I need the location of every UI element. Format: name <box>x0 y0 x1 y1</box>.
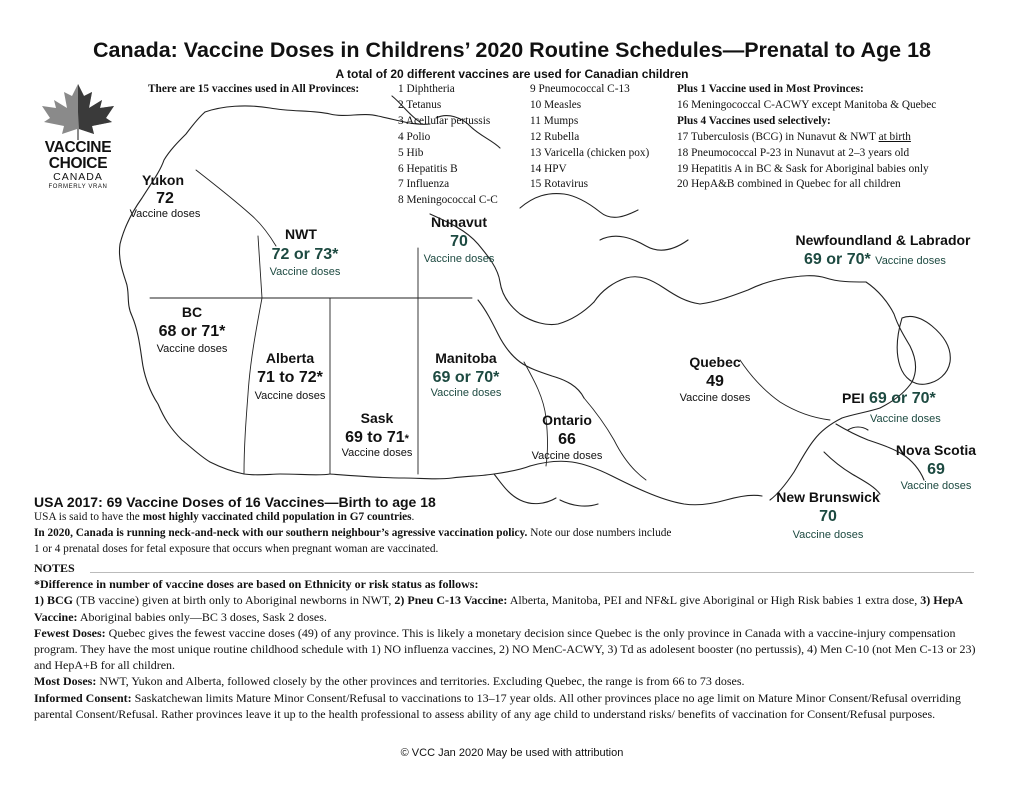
logo-line-vaccine: VACCINE <box>44 139 112 156</box>
province-dose: 72 <box>156 190 174 207</box>
province-name: Quebec <box>689 354 741 370</box>
vaccine-item: 9 Pneumococcal C-13 <box>530 83 630 95</box>
notes-diff-heading: *Difference in number of vaccine doses are based on Ethnicity or risk status as follows: <box>34 577 479 592</box>
province-name: Yukon <box>142 172 185 188</box>
province-nwt <box>255 226 355 278</box>
province-dose-label: Vaccine doses <box>129 208 201 220</box>
province-manitoba <box>420 350 512 399</box>
province-dose-label: Vaccine doses <box>870 413 941 425</box>
vaccine-item: 13 Varicella (chicken pox) <box>530 146 650 159</box>
usa-line-1: USA is said to have the most highly vaccinated child population in G7 countries. <box>34 511 415 523</box>
vaccines-column-1 <box>398 82 498 209</box>
province-name: Alberta <box>265 350 315 366</box>
province-name: BC <box>181 304 203 320</box>
province-quebec <box>670 354 760 404</box>
vaccine-item: 8 Meningococcal C-C <box>398 194 498 207</box>
notes-fewest: Fewest Doses: Quebec gives the fewest vaccine doses (49) of any province. This is likely a monetary decision since Quebec is the only province in Canada with a vaccine-injury compensation program. They have the most unique routine childhood schedule with 1) NO influenza vaccines, 2) NO MenC-ACWY, 3) Td as adolesent booster (no pertussis), 4) Men C-10 (not Men C-13 or 23) and HepA+B for all children. <box>34 625 976 673</box>
province-sask <box>332 410 422 459</box>
province-ontario <box>522 412 612 462</box>
vaccine-item: 1 Diphtheria <box>398 83 455 95</box>
province-dose: 72 or 73* <box>271 246 339 263</box>
province-dose: 69 <box>927 461 945 478</box>
province-name: Nunavut <box>431 214 487 230</box>
province-dose-label: Vaccine doses <box>875 255 946 267</box>
province-newfoundland-labrador <box>778 232 988 269</box>
province-dose: 69 or 70* <box>869 390 936 407</box>
vaccines-column-2 <box>530 82 649 193</box>
notes-consent: Informed Consent: Saskatchewan limits Mature Minor Consent/Refusal to vaccinations to 13–17 year olds. All other provinces place no age limit on Mature Minor Consent/Refusal overriding parental Consent/Refusal. Rather provinces leave it up to the health professional to assess ability of any age child to understand risks/ benefits of vaccination for Consent/Refusal purposes. <box>34 690 961 721</box>
province-name: NWT <box>285 226 317 242</box>
province-dose: 70 <box>819 508 837 525</box>
usa-line-2: In 2020, Canada is running neck-and-neck with our southern neighbour’s agressive vaccination policy. Note our dose numbers include 1 or 4 prenatal doses for fetal exposure that occurs when pregnant woman are vaccinated. <box>34 526 672 555</box>
vaccine-item: 16 Meningococcal C-ACWY except Manitoba & Quebec <box>677 98 937 111</box>
province-dose-label: Vaccine doses <box>254 390 326 402</box>
notes-section <box>34 560 992 722</box>
vaccine-item: 3 Acellular pertussis <box>398 114 491 127</box>
notes-diff-body: 1) BCG (TB vaccine) given at birth only to Aboriginal newborns in NWT, 2) Pneu C-13 Vaccine: Alberta, Manitoba, PEI and NF&L give Aboriginal or High Risk babies 1 extra dose, 3) HepA Vaccine: Aboriginal babies only—BC 3 doses, Sask 2 doses. <box>34 593 963 624</box>
province-name: Sask <box>360 410 394 426</box>
vaccine-item: 4 Polio <box>398 130 431 143</box>
maple-leaf-icon <box>36 82 120 140</box>
province-name: Newfoundland & Labrador <box>795 232 971 248</box>
province-name: PEI <box>842 390 865 406</box>
vaccine-item: 2 Tetanus <box>398 98 442 111</box>
vaccine-choice-logo <box>36 82 120 191</box>
province-dose-star: * <box>404 433 409 445</box>
province-dose: 66 <box>558 431 576 448</box>
notes-heading: NOTES <box>34 561 75 575</box>
vaccine-item: 10 Measles <box>530 98 582 111</box>
vaccine-item: 5 Hib <box>398 146 424 159</box>
province-yukon <box>120 172 210 220</box>
province-bc <box>146 304 238 355</box>
province-nunavut <box>414 214 504 265</box>
province-dose: 69 or 70* <box>432 369 500 386</box>
most-provinces-header: Plus 1 Vaccine used in Most Provinces: <box>677 83 864 95</box>
footer-credit: © VCC Jan 2020 May be used with attribution <box>400 747 624 759</box>
vaccine-item: 20 HepA&B combined in Quebec for all children <box>677 178 901 191</box>
province-dose: 69 or 70* <box>804 251 871 268</box>
province-dose: 68 or 71* <box>158 323 226 340</box>
notes-most: Most Doses: NWT, Yukon and Alberta, followed closely by the other provinces and territories. Excluding Quebec, the range is from 66 to 73 doses. <box>34 674 745 689</box>
logo-line-choice: CHOICE <box>48 155 108 172</box>
selective-header: Plus 4 Vaccines used selectively: <box>677 114 831 127</box>
usa-heading: USA 2017: 69 Vaccine Doses of 16 Vaccines—Birth to age 18 <box>34 494 436 510</box>
vaccine-item: 18 Pneumococcal P-23 in Nunavut at 2–3 years old <box>677 146 910 159</box>
at-birth-underlined: at birth <box>878 130 911 143</box>
province-new-brunswick <box>768 489 888 541</box>
province-name: Ontario <box>542 412 592 428</box>
province-dose-label: Vaccine doses <box>341 447 413 459</box>
logo-line-canada: CANADA <box>53 171 103 183</box>
province-dose: 71 to 72* <box>257 369 323 386</box>
province-name: Nova Scotia <box>895 442 977 458</box>
page-title: Canada: Vaccine Doses in Childrens’ 2020 Routine Schedules—Prenatal to Age 18 <box>93 38 931 62</box>
province-name: New Brunswick <box>776 489 880 505</box>
province-dose-label: Vaccine doses <box>531 450 603 462</box>
vaccine-item: 12 Rubella <box>530 130 580 143</box>
vaccine-item: 11 Mumps <box>530 114 579 127</box>
vaccine-item: 7 Influenza <box>398 178 450 191</box>
usa-comparison <box>34 494 674 557</box>
province-alberta <box>244 350 336 402</box>
province-dose-label: Vaccine doses <box>430 387 502 399</box>
province-dose-label: Vaccine doses <box>792 529 864 541</box>
province-dose-label: Vaccine doses <box>423 253 495 265</box>
province-dose-label: Vaccine doses <box>900 480 972 492</box>
province-dose: 69 to 71 <box>345 429 405 446</box>
logo-line-formerly: FORMERLY VRAN <box>48 184 108 190</box>
province-dose-label: Vaccine doses <box>269 266 341 278</box>
vaccine-item-17: 17 Tuberculosis (BCG) in Nunavut & NWT at birth <box>677 130 911 143</box>
province-dose-label: Vaccine doses <box>679 392 751 404</box>
province-pei <box>842 390 962 425</box>
page-subtitle: A total of 20 different vaccines are used for Canadian children <box>335 67 689 81</box>
vaccine-item: 15 Rotavirus <box>530 178 589 191</box>
province-dose-wrap <box>332 429 422 447</box>
vaccines-column-3 <box>677 82 936 193</box>
vaccine-item: 6 Hepatitis B <box>398 162 458 175</box>
province-dose: 70 <box>450 233 468 250</box>
province-dose: 49 <box>706 373 724 390</box>
all-provinces-header: There are 15 vaccines used in All Provinces: <box>148 83 360 95</box>
province-dose-label: Vaccine doses <box>156 343 228 355</box>
vaccine-item: 14 HPV <box>530 162 567 175</box>
province-name: Manitoba <box>435 350 497 366</box>
province-nova-scotia <box>886 442 986 492</box>
vaccine-item: 19 Hepatitis A in BC & Sask for Aboriginal babies only <box>677 162 929 175</box>
